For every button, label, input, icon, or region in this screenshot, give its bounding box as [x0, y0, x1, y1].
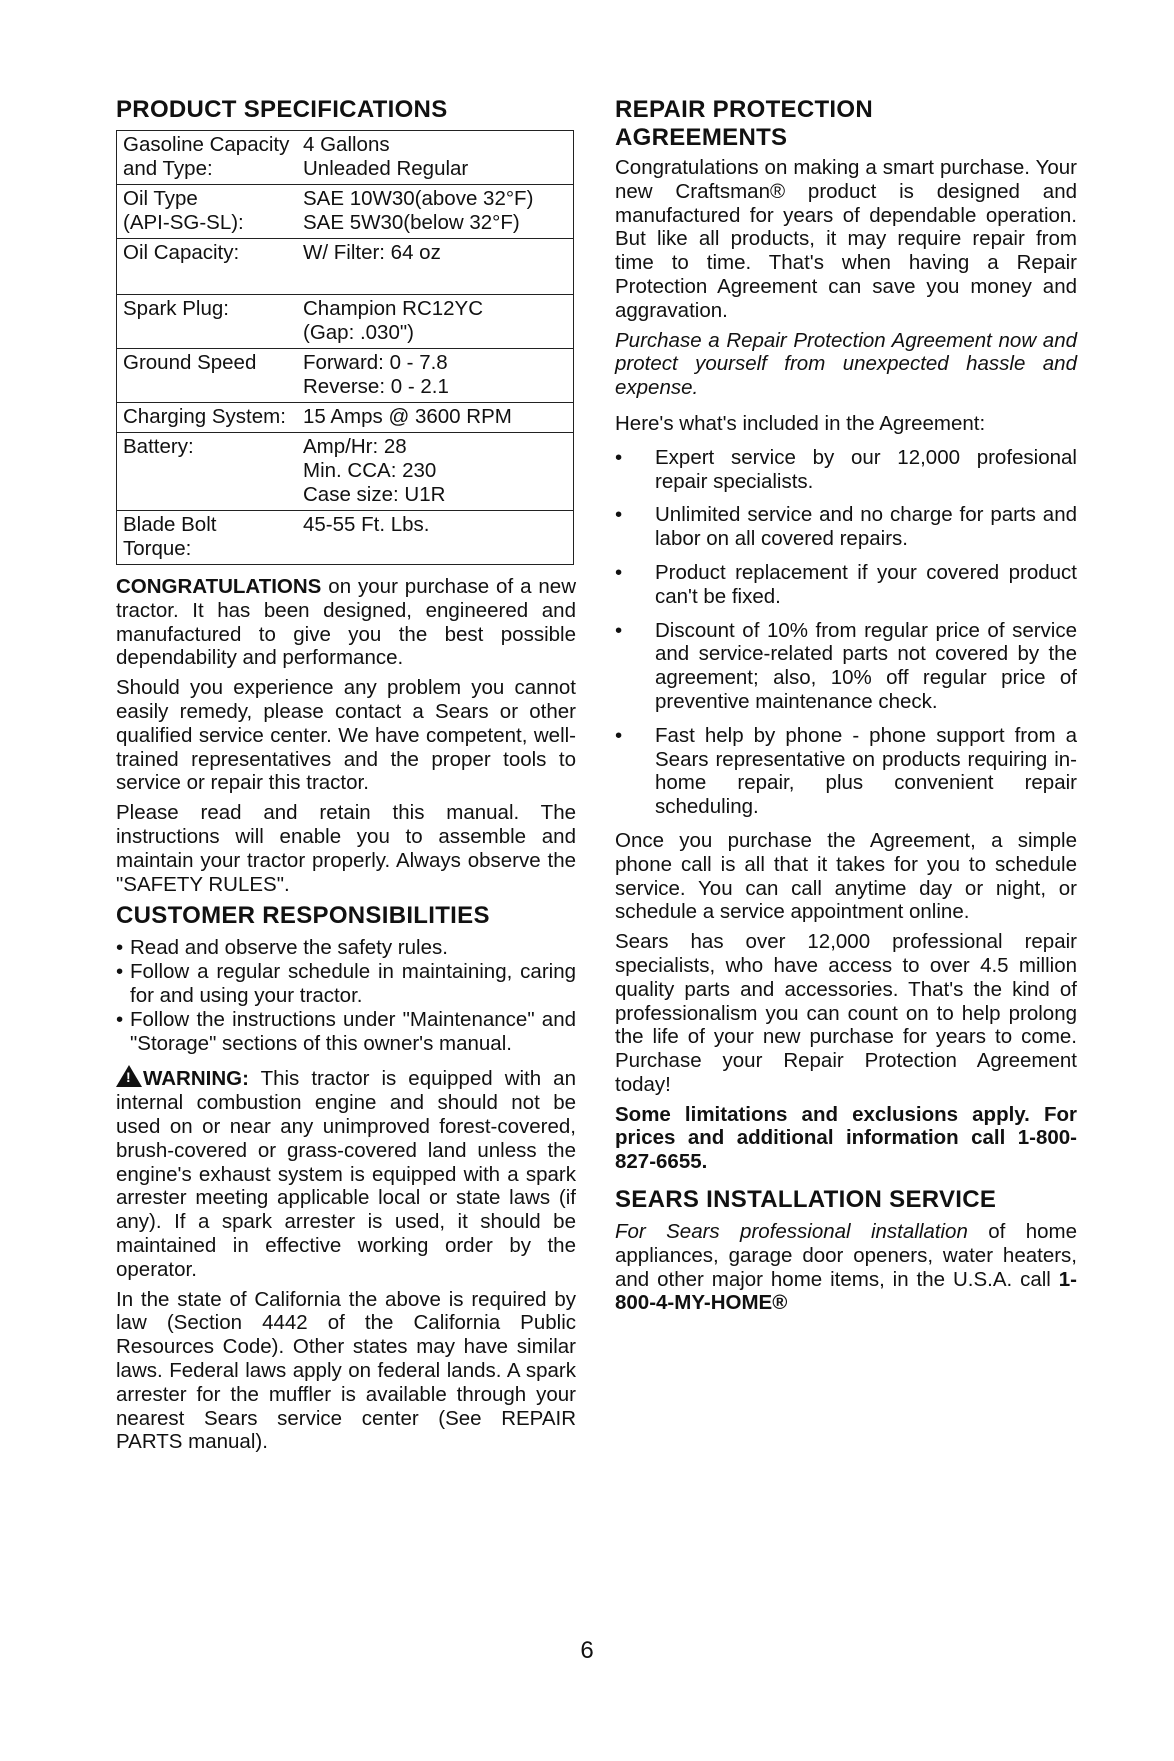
spec-row — [117, 185, 574, 239]
list-item-text: Expert service by our 12,000 profesional repair specialists. — [655, 445, 1077, 493]
spec-row — [117, 131, 574, 185]
warning-paragraph — [116, 1063, 576, 1281]
california-paragraph: In the state of California the above is required by law (Section 4442 of the California Public Resources Code). Other states may have similar laws. Federal laws apply on federal lands. A spark arrester for the muffler is available through your nearest Sears service center (See REPAIR PARTS manual). — [116, 1287, 576, 1454]
purchase-paragraph: Purchase a Repair Protection Agreement now and protect yourself from unexpected hassle and expense. — [615, 328, 1077, 400]
bullet-icon: • — [116, 936, 124, 960]
responsibilities-list — [116, 936, 576, 1055]
bullet-icon: • — [615, 723, 623, 747]
installation-phone: 1-800-4-MY-HOME® — [615, 1267, 1077, 1315]
spec-value: 45-55 Ft. Lbs. — [303, 513, 430, 536]
list-item — [116, 936, 576, 960]
spec-row — [117, 239, 574, 295]
list-item-text: Product replacement if your covered product can't be fixed. — [655, 560, 1077, 608]
spec-row — [117, 433, 574, 511]
bullet-icon: • — [116, 960, 124, 984]
list-item — [615, 446, 1077, 494]
customer-responsibilities-heading: CUSTOMER RESPONSIBILITIES — [116, 902, 490, 930]
congratulations-paragraph — [116, 575, 576, 670]
list-item — [615, 619, 1077, 714]
specifications-table — [116, 130, 574, 565]
right-column — [615, 96, 1077, 1321]
list-item-text: Discount of 10% from regular price of service and service-related parts not covered by the agreement; also, 10% off regular price of preventive maintenance check. — [655, 618, 1077, 713]
sears-specialists-paragraph: Sears has over 12,000 professional repair specialists, who have access to over 4.5 million quality parts and accessories. That's the kind of professionalism you can count on to help prolong the life of your new purchase for years to come. Purchase your Repair Protection Agreement today! — [615, 930, 1077, 1096]
repair-heading-line1: REPAIR PROTECTION — [615, 96, 874, 123]
list-item — [116, 1008, 576, 1056]
spec-label: Ground Speed — [123, 351, 257, 374]
spec-label: Oil Type (API-SG-SL): — [123, 187, 244, 234]
bullet-icon: • — [615, 618, 623, 642]
installation-paragraph — [615, 1220, 1077, 1315]
page-number: 6 — [580, 1637, 594, 1664]
warning-text: This tractor is equipped with an internal combustion engine and should not be used on or near any unimproved forest-covered, brush-covered or grass-covered land unless the engine's exhaust system is equipped with a spark arrester meeting applicable local or state laws (if any). If a spark arrester is used, it should be maintained in effective working order by the operator. — [116, 1067, 576, 1281]
intro-paragraph: Congratulations on making a smart purchase. Your new Craftsman® product is designed and manufactured for years of dependable operation. But like all products, it may require repair from time to time. That's when having a Repair Protection Agreement can save you money and aggravation. — [615, 156, 1077, 322]
spec-value: 15 Amps @ 3600 RPM — [303, 405, 512, 428]
warning-icon: ! — [116, 1065, 142, 1087]
list-item — [116, 960, 576, 1008]
spec-label: Oil Capacity: — [123, 241, 240, 264]
limitations-paragraph: Some limitations and exclusions apply. For prices and additional information call 1-800-827-6655. — [615, 1102, 1077, 1174]
spec-value: Champion RC12YC (Gap: .030") — [303, 297, 484, 344]
spec-value: 4 Gallons Unleaded Regular — [303, 133, 469, 180]
spec-value: W/ Filter: 64 oz — [303, 241, 441, 264]
spec-value: Forward: 0 - 7.8 Reverse: 0 - 2.1 — [303, 351, 449, 398]
spec-label: Gasoline Capacity and Type: — [123, 133, 290, 180]
list-item-text: Unlimited service and no charge for parts and labor on all covered repairs. — [655, 503, 1077, 551]
bullet-icon: • — [615, 503, 623, 527]
included-intro: Here's what's included in the Agreement: — [615, 411, 986, 435]
spec-row — [117, 295, 574, 349]
read-manual-paragraph: Please read and retain this manual. The instructions will enable you to assemble and maintain your tractor properly. Always observe the "SAFETY RULES". — [116, 801, 576, 896]
list-item — [615, 561, 1077, 609]
spec-label: Charging System: — [123, 405, 286, 428]
list-item-text: Read and observe the safety rules. — [130, 936, 448, 960]
congratulations-lead: CONGRATULATIONS — [116, 575, 322, 598]
bullet-icon: • — [615, 445, 623, 469]
spec-value: Amp/Hr: 28 Min. CCA: 230 Case size: U1R — [303, 435, 446, 506]
spec-row — [117, 511, 574, 565]
bullet-icon: • — [615, 560, 623, 584]
repair-heading-line2: AGREEMENTS — [615, 124, 788, 151]
bullet-icon: • — [116, 1007, 124, 1031]
contact-paragraph: Should you experience any problem you cannot easily remedy, please contact a Sears or other qualified service center. We have competent, well-trained representatives and the proper tools to service or repair this tractor. — [116, 676, 576, 795]
congratulations-text: on your purchase of a new tractor. It has been designed, engineered and manufactured to give you the best possible dependability and performance. — [116, 575, 576, 670]
list-item — [615, 724, 1077, 819]
list-item-text: Follow a regular schedule in maintaining, caring for and using your tractor. — [130, 960, 576, 1007]
list-item-text: Follow the instructions under "Maintenance" and "Storage" sections of this owner's manual. — [130, 1007, 576, 1055]
once-paragraph: Once you purchase the Agreement, a simple phone call is all that it takes for you to schedule service. You can call anytime day or night, or schedule a service appointment online. — [615, 828, 1077, 924]
included-list — [615, 446, 1077, 819]
spec-value: SAE 10W30(above 32°F) SAE 5W30(below 32°F) — [303, 187, 534, 234]
installation-italic: For Sears professional installation — [615, 1220, 968, 1244]
repair-protection-heading — [615, 96, 1077, 152]
left-column — [116, 96, 576, 1460]
spec-label: Blade Bolt Torque: — [123, 513, 217, 560]
list-item-text: Fast help by phone - phone support from a Sears representative on products requiring in-home repair, plus convenient repair scheduling. — [655, 723, 1077, 819]
installation-heading: SEARS INSTALLATION SERVICE — [615, 1186, 997, 1214]
spec-label: Battery: — [123, 435, 194, 458]
installation-text: of home appliances, garage door openers, water heaters, and other major home items, in the U.S.A. call — [615, 1220, 1077, 1291]
spec-label: Spark Plug: — [123, 297, 229, 320]
warning-lead: WARNING: — [143, 1067, 249, 1091]
spec-row — [117, 403, 574, 433]
spec-row — [117, 349, 574, 403]
list-item — [615, 503, 1077, 551]
product-specifications-heading: PRODUCT SPECIFICATIONS — [116, 96, 448, 123]
